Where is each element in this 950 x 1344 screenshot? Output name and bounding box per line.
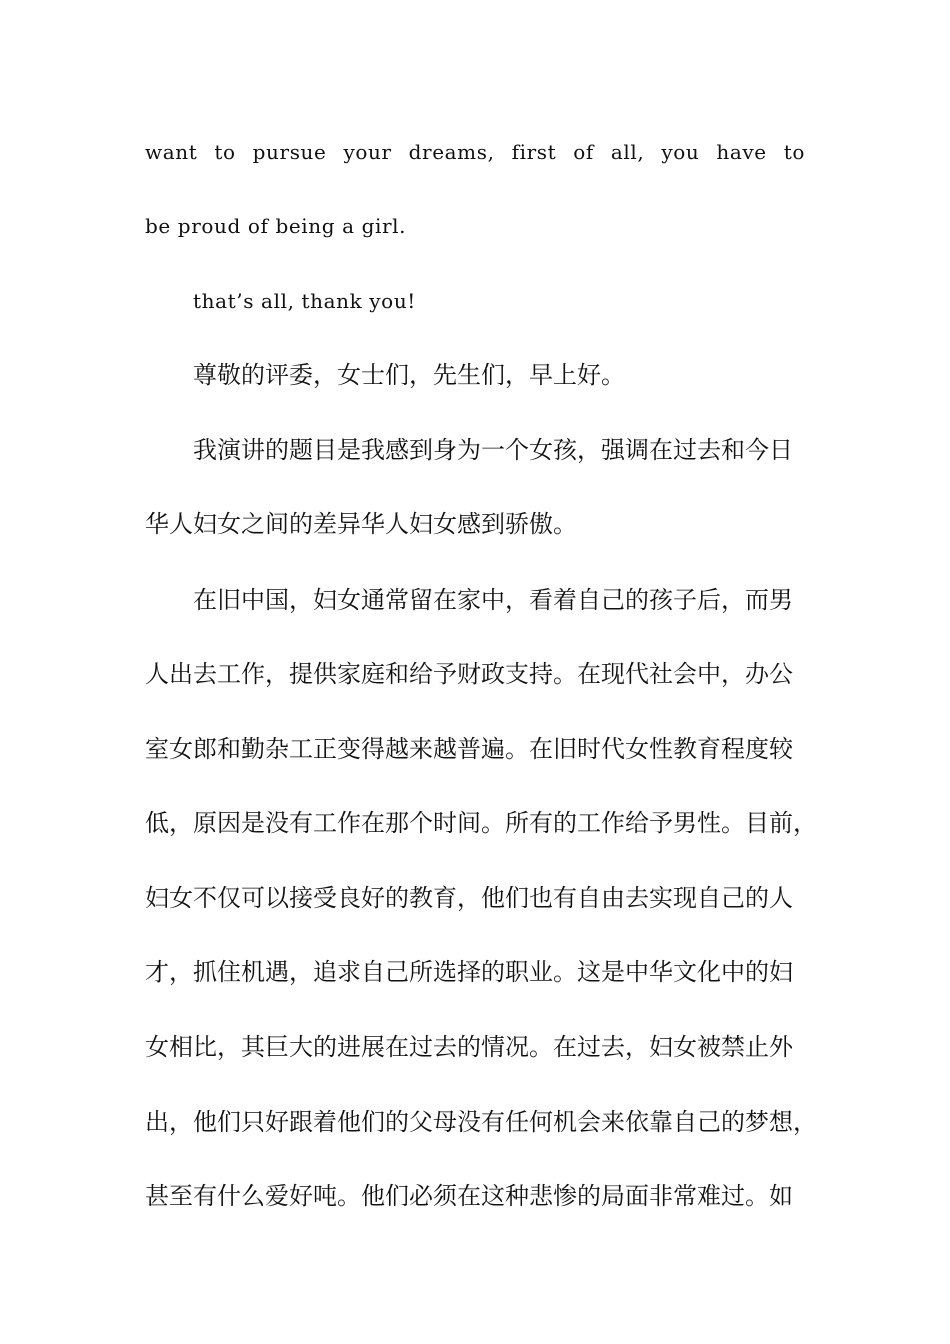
text-line: 室女郎和勤杂工正变得越来越普遍。在旧时代女性教育程度较 — [145, 735, 793, 763]
text-line: 出，他们只好跟着他们的父母没有任何机会来依靠自己的梦想， — [145, 1108, 817, 1136]
text-line: 才，抓住机遇，追求自己所选择的职业。这是中华文化中的妇 — [145, 958, 793, 986]
text-line: 我演讲的题目是我感到身为一个女孩，强调在过去和今日 — [193, 436, 793, 464]
text-line: 华人妇女之间的差异华人妇女感到骄傲。 — [145, 510, 577, 538]
text-line: 女相比，其巨大的进展在过去的情况。在过去，妇女被禁止外 — [145, 1033, 793, 1061]
text-line: 人出去工作，提供家庭和给予财政支持。在现代社会中，办公 — [145, 660, 793, 688]
text-line: want to pursue your dreams, first of all, you have to — [145, 140, 805, 164]
text-line: 甚至有什么爱好吨。他们必须在这种悲惨的局面非常难过。如 — [145, 1182, 793, 1210]
text-line: be proud of being a girl. — [145, 214, 407, 238]
text-line: 在旧中国，妇女通常留在家中，看着自己的孩子后，而男 — [193, 586, 793, 614]
text-line: that’s all, thank you! — [193, 289, 416, 313]
text-line: 低，原因是没有工作在那个时间。所有的工作给予男性。目前， — [145, 809, 817, 837]
text-line: 妇女不仅可以接受良好的教育，他们也有自由去实现自己的人 — [145, 884, 793, 912]
text-line: 尊敬的评委，女士们，先生们，早上好。 — [193, 361, 625, 389]
